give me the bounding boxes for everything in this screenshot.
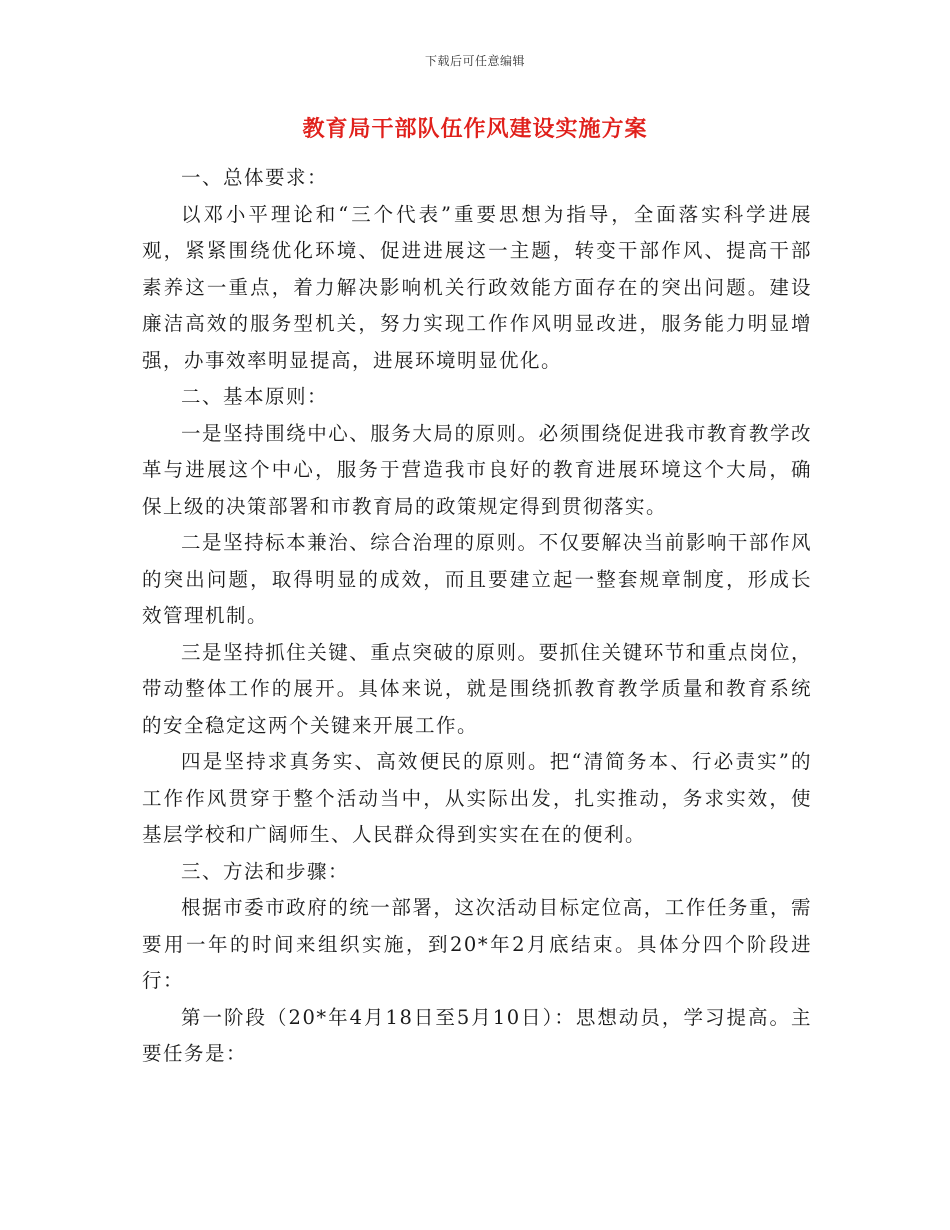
section-heading-basic-principles: 二、基本原则：	[181, 385, 329, 408]
document-title: 教育局干部队伍作风建设实施方案	[302, 116, 648, 142]
paragraph-principle-1: 一是坚持围绕中心、服务大局的原则。必须围绕促进我市教育教学改革与进展这个中心，服务于营造我市良好的教育进展环境这个大局，确保上级的决策部署和市教育局的政策规定得到贯彻落实。	[142, 421, 812, 518]
document-body	[142, 160, 812, 1073]
paragraph-principle-4: 四是坚持求真务实、高效便民的原则。把“清简务本、行必责实”的工作作风贯穿于整个活动当中，从实际出发，扎实推动，务求实效，使基层学校和广阔师生、人民群众得到实实在在的便利。	[142, 750, 812, 846]
section-heading-overall-requirements: 一、总体要求：	[181, 166, 329, 189]
header-note: 下载后可任意编辑	[424, 54, 525, 68]
paragraph-principle-2: 二是坚持标本兼治、综合治理的原则。不仅要解决当前影响干部作风的突出问题，取得明显的成效，而且要建立起一整套规章制度，形成长效管理机制。	[142, 531, 812, 627]
paragraph-methods-steps: 根据市委市政府的统一部署，这次活动目标定位高，工作任务重，需要用一年的时间来组织实施，到20*年2月底结束。具体分四个阶段进行：	[142, 896, 812, 992]
paragraph-overall-requirements: 以邓小平理论和“三个代表”重要思想为指导，全面落实科学进展观，紧紧围绕优化环境、促进进展这一主题，转变干部作风、提高干部素养这一重点，着力解决影响机关行政效能方面存在的突出问题。建设廉洁高效的服务型机关，努力实现工作作风明显改进，服务能力明显增强，办事效率明显提高，进展环境明显优化。	[142, 202, 812, 372]
paragraph-principle-3: 三是坚持抓住关键、重点突破的原则。要抓住关键环节和重点岗位，带动整体工作的展开。具体来说，就是围绕抓教育教学质量和教育系统的安全稳定这两个关键来开展工作。	[142, 640, 812, 737]
paragraph-stage-1: 第一阶段（20*年4月18日至5月10日）：思想动员，学习提高。主要任务是：	[142, 1005, 812, 1065]
section-heading-methods-steps: 三、方法和步骤：	[181, 859, 350, 883]
